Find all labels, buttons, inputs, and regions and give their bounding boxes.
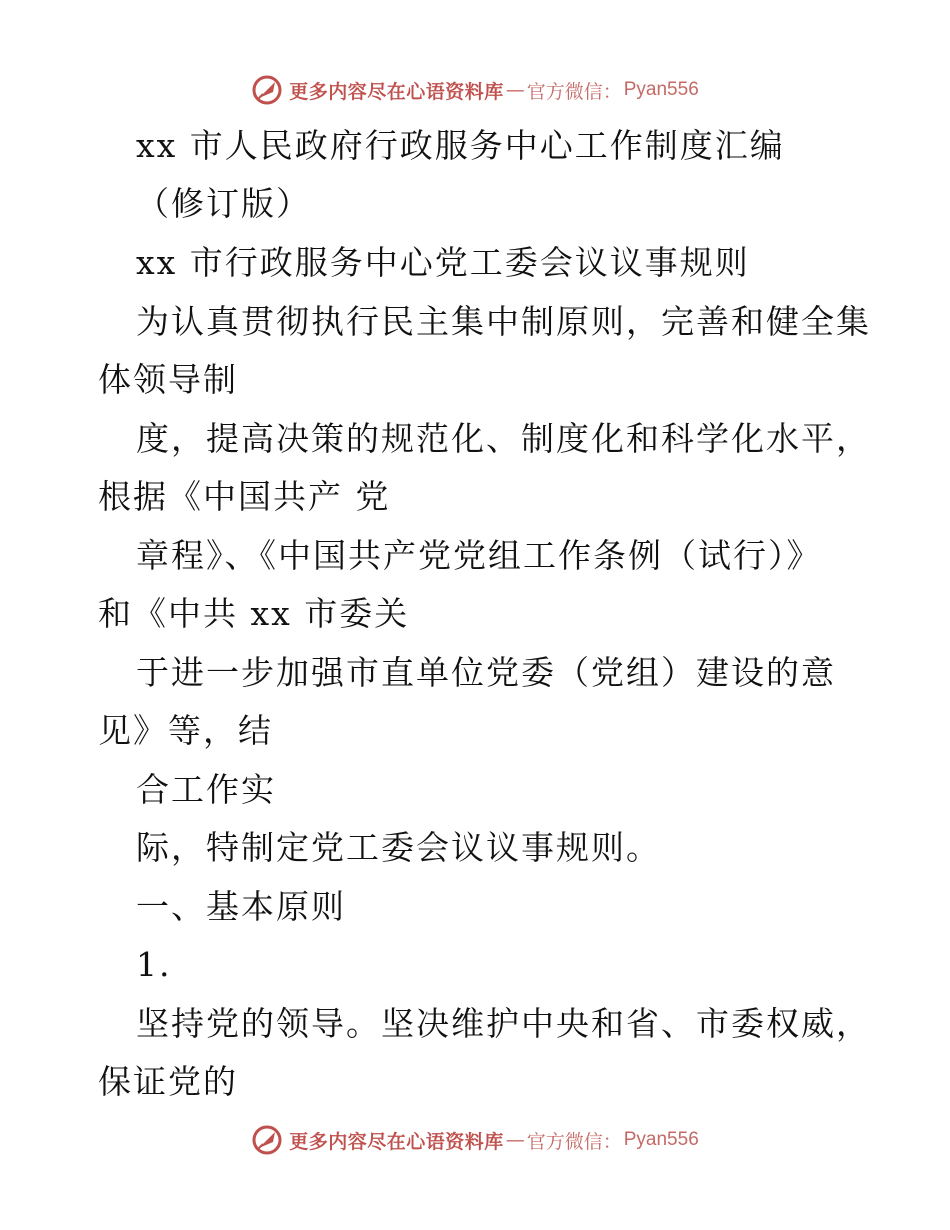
footer-watermark-banner bbox=[0, 1120, 950, 1160]
paragraph-line: 根据《中国共产 党 bbox=[98, 477, 391, 516]
banner-wechat-id: Pyan556 bbox=[623, 1129, 699, 1150]
banner-wechat-label: 官方微信： bbox=[526, 80, 622, 103]
banner-slogan: 更多内容尽在心语资料库 bbox=[289, 1130, 504, 1153]
banner-wechat-id: Pyan556 bbox=[623, 79, 699, 100]
banner-separator: — bbox=[505, 79, 525, 101]
item-number: 1. bbox=[136, 945, 172, 984]
banner-separator: — bbox=[505, 1129, 525, 1151]
banner-wechat-label: 官方微信： bbox=[526, 1130, 622, 1153]
quill-logo-icon bbox=[251, 1124, 283, 1156]
header-watermark-banner bbox=[0, 70, 950, 110]
section-heading: 一、基本原则 bbox=[136, 887, 346, 926]
paragraph-line: 见》等，结 bbox=[98, 711, 273, 750]
paragraph-line: 坚持党的领导。坚决维护中央和省、市委权威， bbox=[136, 1004, 871, 1043]
doc-subtitle: （修订版） bbox=[136, 184, 311, 223]
paragraph-line: 于进一步加强市直单位党委（党组）建设的意 bbox=[136, 653, 836, 692]
quill-logo-icon bbox=[251, 74, 283, 106]
section-title: xx 市行政服务中心党工委会议议事规则 bbox=[136, 243, 750, 282]
paragraph-line: 为认真贯彻执行民主集中制原则，完善和健全集 bbox=[136, 302, 871, 341]
paragraph-line: 合工作实 bbox=[136, 770, 276, 809]
doc-title: xx 市人民政府行政服务中心工作制度汇编 bbox=[136, 126, 785, 165]
paragraph-line: 度，提高决策的规范化、制度化和科学化水平， bbox=[136, 419, 871, 458]
paragraph-line: 保证党的 bbox=[98, 1062, 238, 1101]
paragraph-line: 体领导制 bbox=[98, 360, 238, 399]
paragraph-line: 和《中共 xx 市委关 bbox=[98, 594, 410, 633]
banner-slogan: 更多内容尽在心语资料库 bbox=[289, 80, 504, 103]
paragraph-line: 章程》、《中国共产党党组工作条例（试行）》 bbox=[136, 536, 822, 575]
paragraph-line: 际，特制定党工委会议议事规则。 bbox=[136, 828, 661, 867]
